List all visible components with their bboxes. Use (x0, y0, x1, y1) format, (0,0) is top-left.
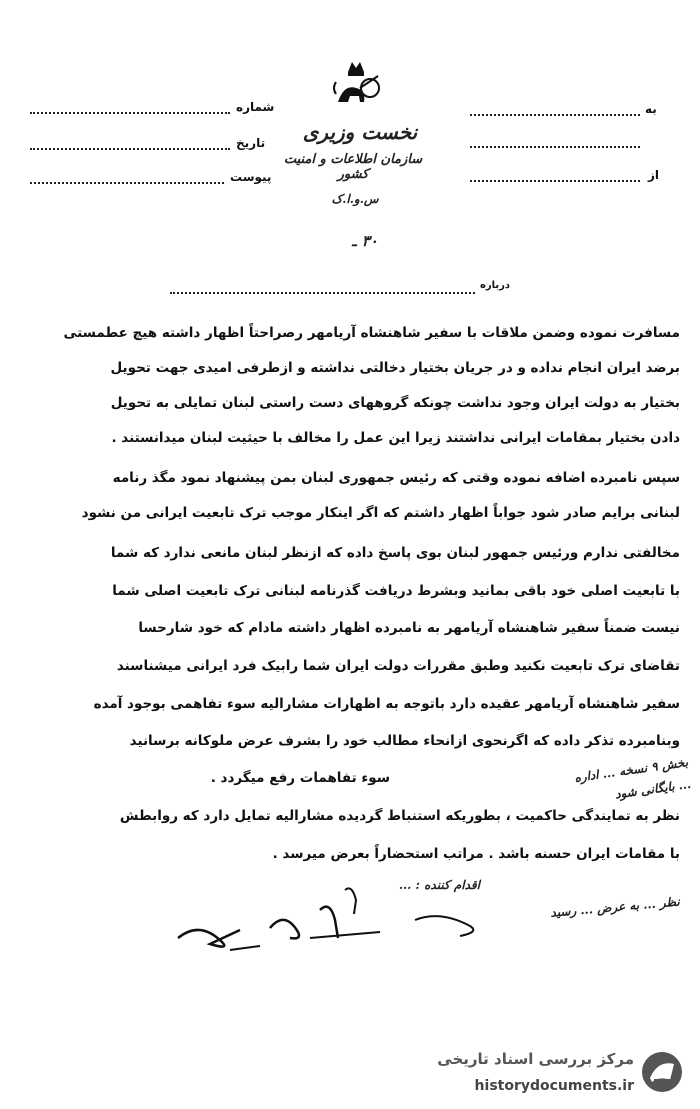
body-line: دادن بختیار بمقامات ایرانی نداشتند زیرا این عمل را مخالف با حیثیت لبنان میدانستند . (111, 430, 680, 446)
organization-name: سازمان اطلاعات و امنیت کشور (283, 152, 423, 182)
body-line: لبنانی برایم صادر شود جواباً اظهار داشتم که اگر اینکار موجب ترک تابعیت ایرانی من نشود (81, 505, 680, 521)
closing-line: اقدام کننده : ... (398, 878, 480, 892)
attachment-label: پیوست (230, 170, 272, 184)
body-line: بختیار به دولت ایران وجود نداشت چونکه گروههای دست راستی لبنان تمایلی به تحویل (110, 395, 680, 411)
body-line: با مقامات ایران حسنه باشد . مراتب استحضاراً بعرض میرسد . (272, 846, 680, 862)
body-line: مخالفتی ندارم ورئیس جمهور لبنان بوی پاسخ داده که ازنظر لبنان مانعی ندارد که شما (110, 545, 680, 561)
date-label: تاریخ (236, 136, 266, 150)
from-field (470, 180, 640, 182)
body-line: برضد ایران انجام نداده و در جریان بختیار دخالتی نداشته و ازطرفی امیدی جهت تحویل (110, 360, 680, 376)
reference-number: ٣٠ ـ (352, 232, 378, 250)
to-field (470, 114, 640, 116)
number-label: شماره (236, 100, 275, 114)
signature (170, 880, 490, 960)
body-line: با تابعیت اصلی خود باقی بمانید وبشرط دریافت گذرنامه لبنانی ترک تابعیت اصلی شما (112, 583, 680, 599)
body-line: تقاضای ترک تابعیت نکنید وطبق مقررات دولت ایران شما رابیک فرد ایرانی میشناسند (116, 658, 680, 674)
to-label: به (645, 102, 657, 116)
margin-handwritten-note: بخش ٩ نسخه ... اداره ... بایگانی شود (573, 755, 692, 802)
to-field-line-2 (470, 146, 640, 148)
date-field (30, 148, 230, 150)
number-field (30, 112, 230, 114)
lion-and-sun-emblem-icon (326, 58, 386, 118)
office-title: نخست وزیری (302, 120, 418, 144)
subject-label: درباره (480, 280, 511, 291)
bottom-handwritten-note: نظر ... به عرض ... رسید (549, 894, 681, 920)
watermark-url: historydocuments.ir (474, 1078, 634, 1094)
body-line: نظر به تمایندگی حاکمیت ، بطوریکه استنباط گردیده مشارالیه تمایل دارد که روابطش (119, 808, 680, 824)
body-line: سپس نامبرده اضافه نموده وقتی که رئیس جمهوری لبنان بمن پیشنهاد نمود مگذ رنامه (112, 470, 680, 486)
attachment-field (30, 182, 224, 184)
body-line: سوء تفاهمات رفع میگردد . (210, 770, 390, 786)
watermark-logo-icon (640, 1050, 684, 1094)
body-line: مسافرت نموده وضمن ملاقات با سفیر شاهنشاه آریامهر رصراحتاً اظهار داشته هیچ عطمستی (63, 325, 680, 341)
watermark-name: مرکز بررسی اسناد تاریخی (437, 1050, 634, 1068)
from-label: از (648, 168, 660, 182)
subject-field (170, 292, 475, 294)
reference-code: س.و.ا.ک (331, 192, 379, 206)
body-line: نیست ضمناً سفیر شاهنشاه آریامهر به نامبرده اظهار داشته مادام که خود شارحسا (138, 620, 680, 636)
body-line: سفیر شاهنشاه آریامهر عقیده دارد باتوجه به اظهارات مشارالیه سوء تفاهمی بوجود آمده (93, 696, 680, 712)
body-line: وبنامبرده تذکر داده که اگرنحوی ازانحاء مطالب خود را بشرف عرض ملوکانه برسانید (129, 733, 680, 749)
